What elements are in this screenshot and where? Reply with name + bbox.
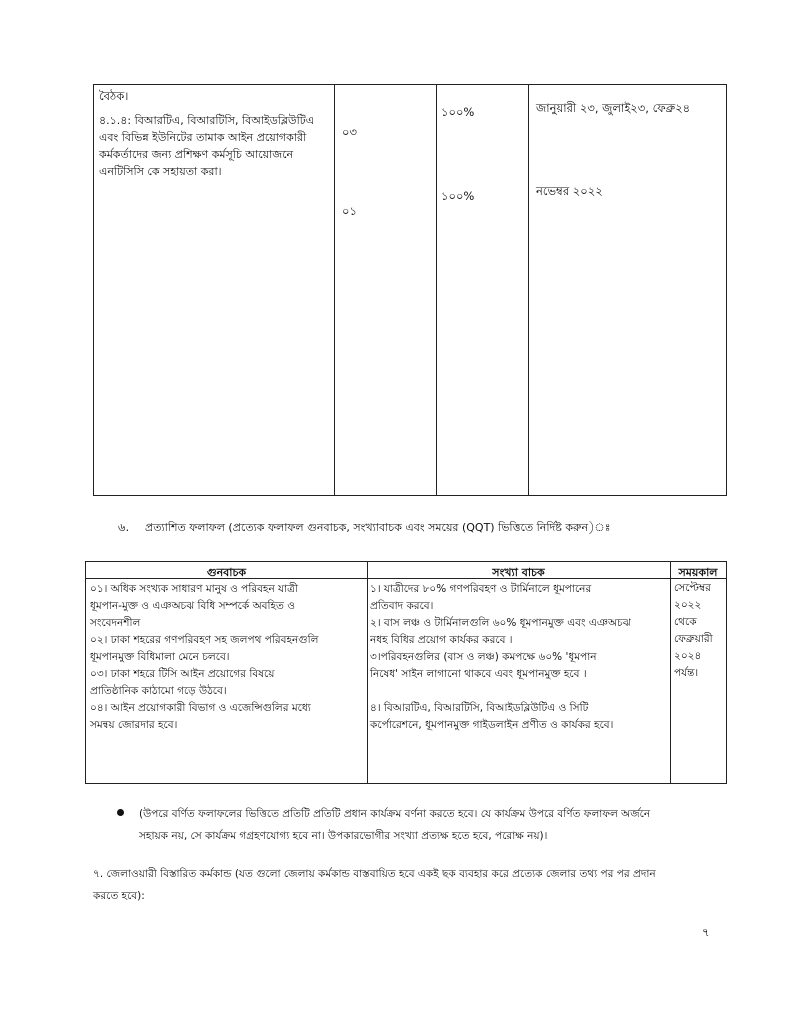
section6-heading: প্রত্যাশিত ফলাফল (প্রত্যেক ফলাফল গুনবাচক, সংখ্যাবাচক এবং সময়ের (QQT) ভিত্তিতে নির্দিষ্ট করুন)ঃ [145, 521, 611, 534]
header-quantitative: সংখ্যা বাচক [492, 566, 545, 579]
table2-divider-2 [670, 562, 671, 783]
results-period: সেপ্টেম্বর ২০২২ থেকে ফেব্রুয়ারী ২০২৪ পর্যন্ত। [674, 582, 713, 679]
activity-percent-1: ১০০% [441, 105, 475, 119]
quantitative-results: ১। যাত্রীদের ৮০% গণপরিবহণ ও টার্মিনালে ধূমপানের প্রতিবাদ করবে। ২। বাস লঞ্চ ও টার্মিনালগুলি ৬০% ধূমপানমুক্ত এবং এঞঅচঝ নধহ বিধির প্রয়োগ কার্যকর করবে । ৩।পরিবহনগুলির (বাস ও লঞ্চ) কমপক্ষে ৬০% 'ধূমপান নিষেধ' সাইন লাগানো থাকবে এবং ধূমপানমুক্ত হবে । ৪। বিআরটিএ, বিআরটিসি, বিআইডব্লিউটিএ ও সিটি কর্পোরেশনে, ধূমপানমুক্ত গাইডলাইন প্রণীত ও কার্যকর হবে। [370, 583, 631, 731]
activity-timeline-1: জানুয়ারী ২৩, জুলাই২৩, ফেব্রু২৪ [536, 101, 691, 115]
table1-divider-2 [436, 85, 437, 495]
bullet-icon [117, 809, 124, 816]
qualitative-results: ০১। অধিক সংখ্যক সাধারণ মানুষ ও পরিবহন যাত্রী ধূমপান-মুক্ত ও এঞঅচঝ বিধি সম্পর্কে অবহিত ও সংবেদনশীল ০২। ঢাকা শহরের গণপরিবহণ সহ জলপথ পরিবহনগুলি ধূমপানমুক্ত বিধিমালা মেনে চলবে। ০৩। ঢাকা শহরে টিসি আইন প্রয়োগের বিষয়ে প্রাতিষ্ঠানিক কাঠামো গড়ে উঠবে। ০৪। আইন প্রয়োগকারী বিভাগ ও এজেন্সিগুলির মধ্যে সমন্বয় জোরদার হবে। [90, 583, 319, 731]
table1-divider-3 [528, 85, 529, 495]
activity-quantity-1: ০৩ [342, 125, 357, 139]
header-qualitative: গুনবাচক [206, 566, 247, 579]
activity-quantity-2: ০১ [342, 204, 357, 218]
section7-text: ৭. জেলাওয়ারী বিস্তারিত কর্মকান্ড (যত গুলো জেলায় কর্মকান্ড বাস্তবায়িত হবে একই ছক ব্যবহার করে প্রত্যেক জেলার তথ্য পর পর প্রদান করতে হবে): [93, 868, 656, 902]
activity-description: ৪.১.৪: বিআরটিএ, বিআরটিসি, বিআইডব্লিউটিএ এবং বিভিন্ন ইউনিটের তামাক আইন প্রয়োগকারী কর্মকর্তাদের জন্য প্রশিক্ষণ কর্মসূচি আয়োজনে এনটিসিসি কে সহায়তা করা। [99, 114, 315, 178]
header-period: সময়কাল [678, 566, 718, 579]
table1-divider-1 [334, 85, 335, 495]
table2-divider-1 [367, 562, 368, 783]
activity-timeline-2: নভেম্বর ২০২২ [536, 184, 603, 198]
section6-number: ৬. [118, 520, 130, 534]
bullet-note: (উপরে বর্ণিত ফলাফলের ভিত্তিতে প্রতিটি প্রতিটি প্রধান কার্যক্রম বর্ণনা করতে হবে। যে কার্যক্রম উপরে বর্ণিত ফলাফল অর্জনে সহায়ক নয়, সে কার্যক্রম গগ্রহণযোগ্য হবে না। উপকারভোগীর সংখ্যা প্রত্যক্ষ হতে হবে, পরোক্ষ নয়)। [139, 808, 651, 842]
activity-text-line0: বৈঠক। [99, 89, 129, 103]
activity-percent-2: ১০০% [441, 189, 475, 203]
page-number: ৭ [702, 925, 710, 939]
